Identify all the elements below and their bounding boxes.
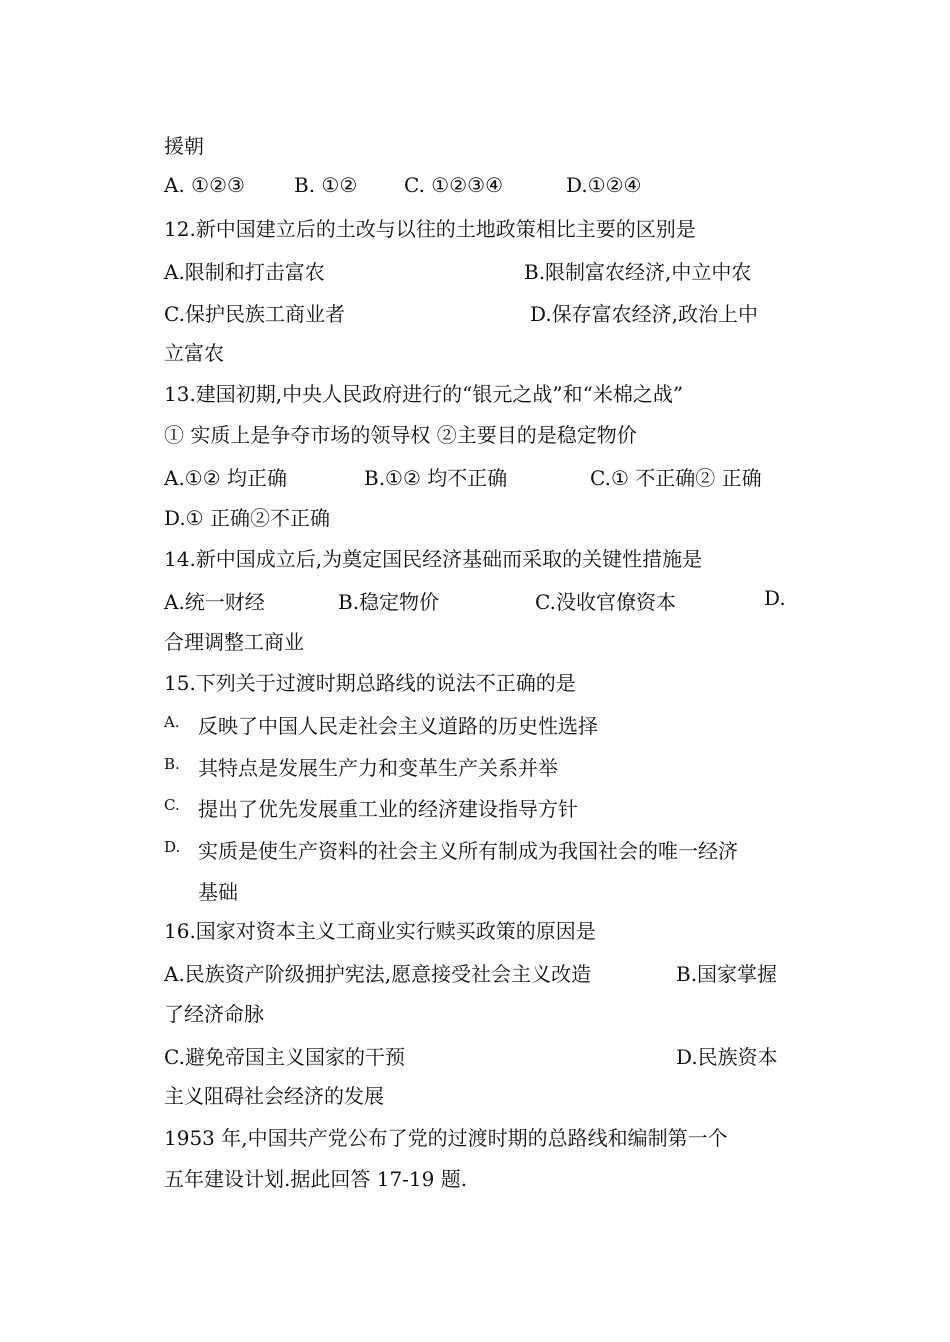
option-d: D.民族资本 <box>676 1045 778 1069</box>
text-line: 了经济命脉 <box>164 1002 264 1026</box>
option-a: A.限制和打击富农 <box>164 260 325 284</box>
option-c: C.① 不正确② 正确 <box>590 466 762 490</box>
text-line: ① 实质上是争夺市场的领导权 ②主要目的是稳定物价 <box>164 423 637 447</box>
option-a: A. ①②③ <box>164 173 245 197</box>
option-text: 反映了中国人民走社会主义道路的历史性选择 <box>198 714 598 738</box>
question-13: 13.建国初期,中央人民政府进行的“银元之战”和“米棉之战” <box>164 382 684 406</box>
option-c: C.避免帝国主义国家的干预 <box>164 1045 405 1069</box>
option-d: D. <box>764 586 786 610</box>
text-line: 合理调整工商业 <box>164 630 304 654</box>
question-12: 12.新中国建立后的土改与以往的土地政策相比主要的区别是 <box>164 217 696 241</box>
option-a: A.统一财经 <box>164 590 265 614</box>
question-16: 16.国家对资本主义工商业实行赎买政策的原因是 <box>164 919 596 943</box>
option-c: C.保护民族工商业者 <box>164 302 345 326</box>
text-line: 基础 <box>198 880 238 904</box>
option-c: C.没收官僚资本 <box>535 590 676 614</box>
option-a: A.民族资产阶级拥护宪法,愿意接受社会主义改造 <box>164 962 592 986</box>
option-letter: B. <box>164 755 180 773</box>
option-a: A.①② 均正确 <box>164 466 288 490</box>
text-line: 立富农 <box>164 341 224 365</box>
question-14: 14.新中国成立后,为奠定国民经济基础而采取的关键性措施是 <box>164 547 703 571</box>
text-line: 主义阻碍社会经济的发展 <box>164 1084 384 1108</box>
option-b: B.①② 均不正确 <box>364 466 508 490</box>
option-letter: D. <box>164 838 181 856</box>
option-d: D.保存富农经济,政治上中 <box>530 302 759 326</box>
option-b: B.限制富农经济,中立中农 <box>524 260 752 284</box>
option-text: 实质是使生产资料的社会主义所有制成为我国社会的唯一经济 <box>198 839 738 863</box>
option-letter: A. <box>164 713 180 731</box>
text-line: 援朝 <box>164 134 204 158</box>
option-d: D.①②④ <box>566 173 642 197</box>
question-15: 15.下列关于过渡时期总路线的说法不正确的是 <box>164 671 576 695</box>
passage-intro: 1953 年,中国共产党公布了党的过渡时期的总路线和编制第一个 <box>164 1126 728 1150</box>
option-text: 其特点是发展生产力和变革生产关系并举 <box>198 756 558 780</box>
option-text: 提出了优先发展重工业的经济建设指导方针 <box>198 797 578 821</box>
option-letter: C. <box>164 796 180 814</box>
option-b: B.稳定物价 <box>338 590 440 614</box>
option-b: B. ①② <box>294 173 358 197</box>
option-c: C. ①②③④ <box>404 173 504 197</box>
option-b: B.国家掌握 <box>676 962 778 986</box>
option-d: D.① 正确②不正确 <box>164 506 330 530</box>
text-line: 五年建设计划.据此回答 17-19 题. <box>164 1167 468 1191</box>
